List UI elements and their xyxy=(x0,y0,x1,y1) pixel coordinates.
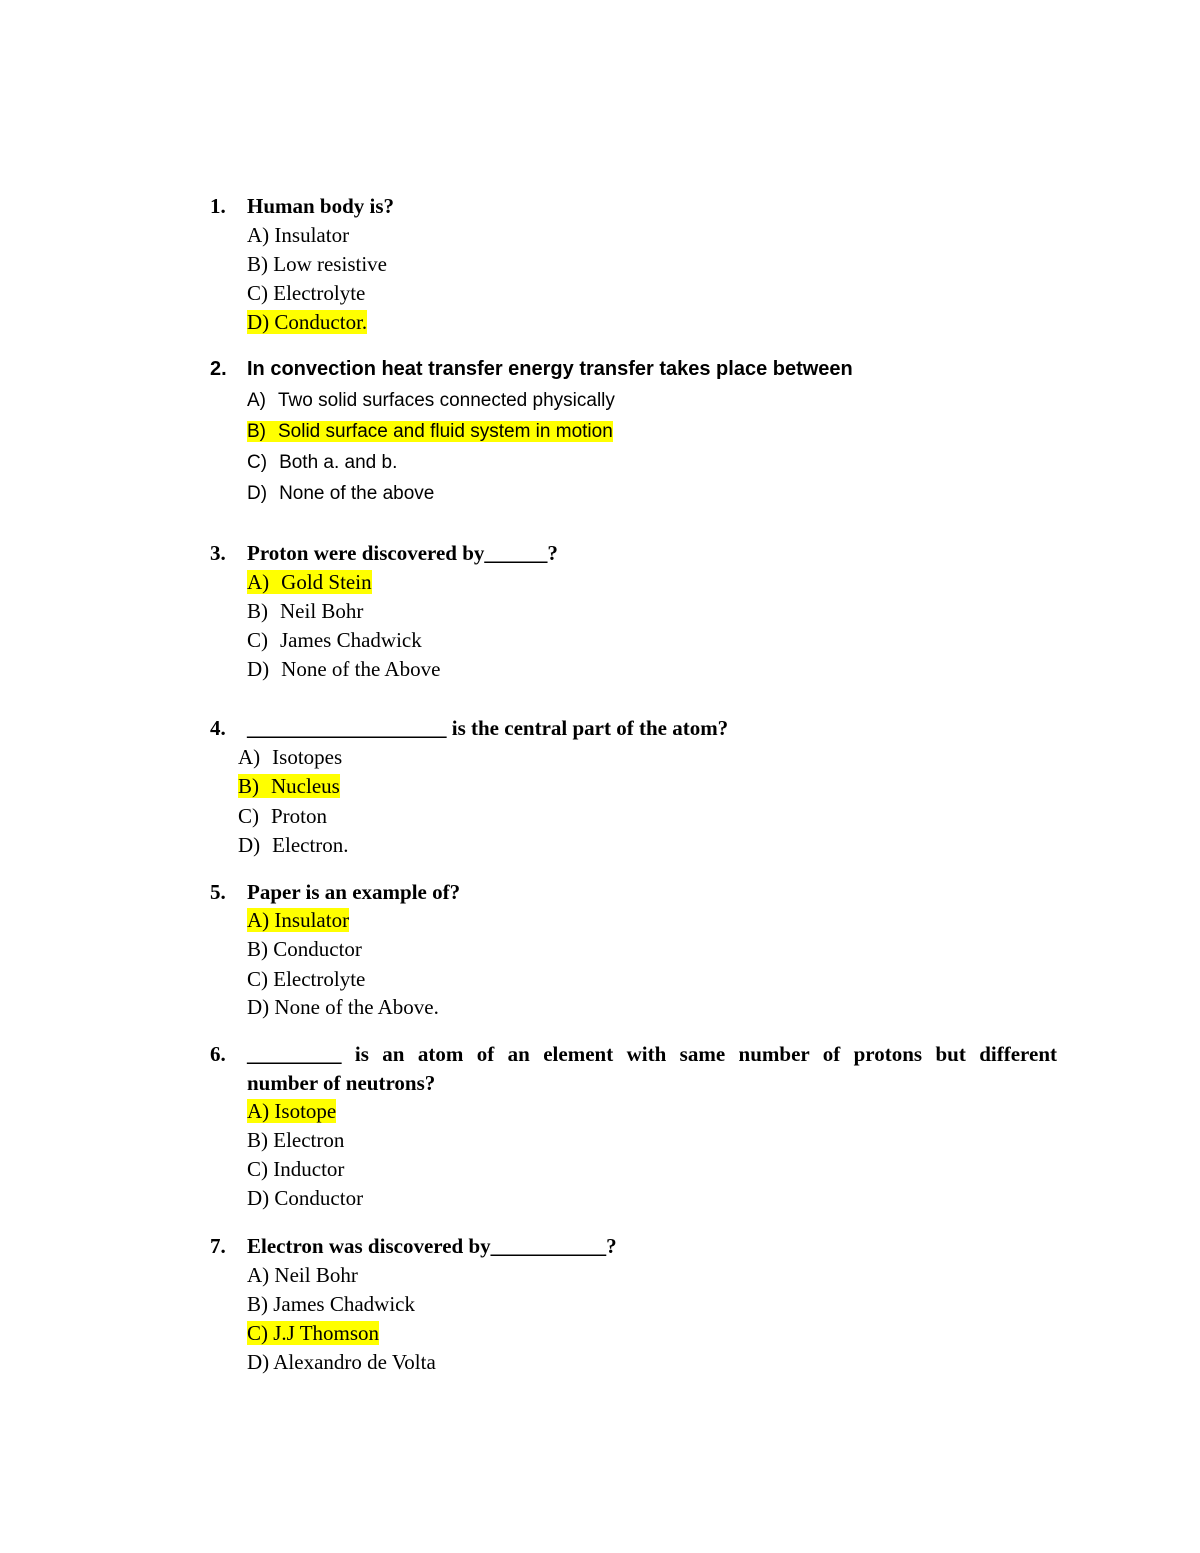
option-a-answer: A) Isotope xyxy=(247,1099,337,1123)
question-number: 7. xyxy=(210,1234,226,1258)
option-d: D) Electron. xyxy=(238,833,349,857)
question-text: Electron was discovered by___________? xyxy=(247,1234,617,1258)
option-b: B) James Chadwick xyxy=(247,1292,415,1316)
question-number: 6. xyxy=(210,1042,226,1066)
question-text-line-1: _________ is an atom of an element with same number of protons but different xyxy=(247,1042,1057,1066)
option-d: D) None of the Above xyxy=(247,657,441,681)
question-text: Proton were discovered by______? xyxy=(247,541,558,565)
option-b-answer: B) Solid surface and fluid system in motion xyxy=(247,421,613,442)
option-c: C) Inductor xyxy=(247,1157,345,1181)
option-b: B) Conductor xyxy=(247,937,362,961)
option-b: B) Electron xyxy=(247,1128,345,1152)
question-number: 4. xyxy=(210,716,226,740)
option-d: D) None of the above xyxy=(247,483,435,504)
question-number: 3. xyxy=(210,541,226,565)
question-text: In convection heat transfer energy transfer takes place between xyxy=(247,358,853,380)
option-d-answer: D) Conductor. xyxy=(247,310,368,334)
option-b: B) Neil Bohr xyxy=(247,599,364,623)
option-c: C) Proton xyxy=(238,804,328,828)
option-c: C) James Chadwick xyxy=(247,628,422,652)
option-d: D) Alexandro de Volta xyxy=(247,1350,436,1374)
option-c: C) Electrolyte xyxy=(247,281,366,305)
question-number: 5. xyxy=(210,880,226,904)
option-a: A) Two solid surfaces connected physically xyxy=(247,390,615,411)
option-b: B) Low resistive xyxy=(247,252,387,276)
option-c: C) Both a. and b. xyxy=(247,452,398,473)
question-text: Human body is? xyxy=(247,194,395,218)
option-b-answer: B) Nucleus xyxy=(238,774,340,798)
option-a-answer: A) Gold Stein xyxy=(247,570,372,594)
option-a: A) Insulator xyxy=(247,223,350,247)
option-a: A) Isotopes xyxy=(238,745,343,769)
question-text: Paper is an example of? xyxy=(247,880,461,904)
question-number: 2. xyxy=(210,358,227,380)
option-c: C) Electrolyte xyxy=(247,967,366,991)
option-d: D) None of the Above. xyxy=(247,995,439,1019)
question-number: 1. xyxy=(210,194,226,218)
option-c-answer: C) J.J Thomson xyxy=(247,1321,380,1345)
option-a-answer: A) Insulator xyxy=(247,908,350,932)
question-text: ___________________ is the central part of the atom? xyxy=(247,716,729,740)
option-a: A) Neil Bohr xyxy=(247,1263,358,1287)
option-d: D) Conductor xyxy=(247,1186,364,1210)
question-text-line-2: number of neutrons? xyxy=(247,1071,436,1095)
